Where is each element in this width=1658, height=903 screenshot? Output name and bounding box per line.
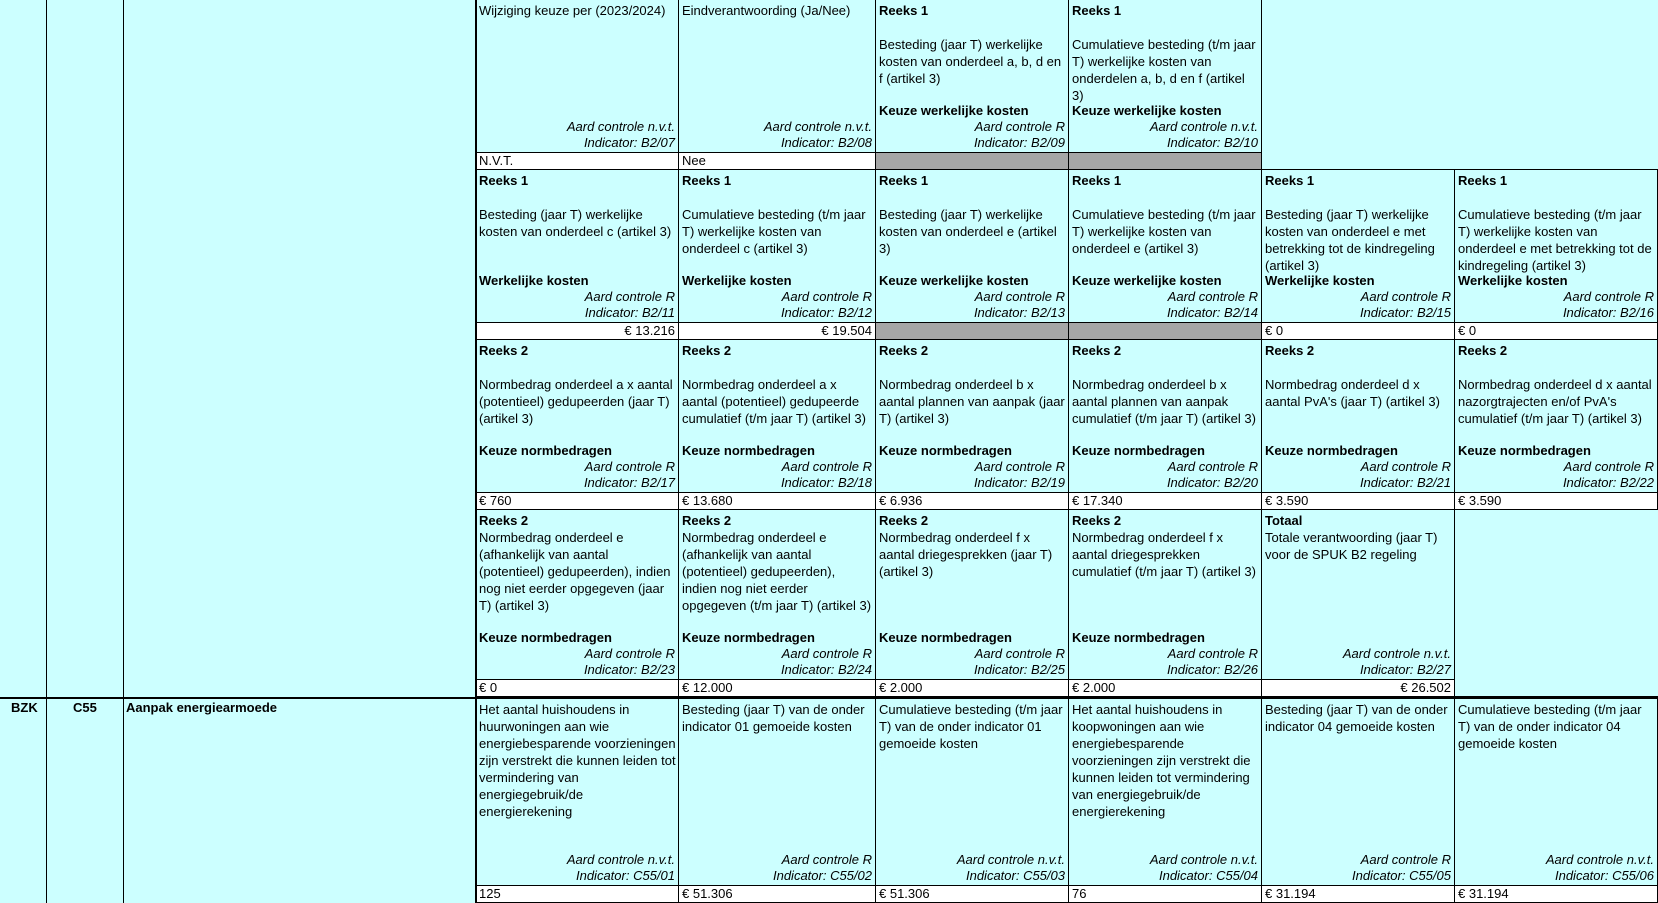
indicator-cell <box>679 0 876 153</box>
value-input-cell[interactable]: € 3.590 <box>1455 493 1658 510</box>
indicator-code: Indicator: B2/08 <box>780 135 872 150</box>
control-type-label: Aard controle R <box>974 646 1065 661</box>
value-input-cell[interactable]: € 6.936 <box>876 493 1069 510</box>
indicator-cell <box>1455 340 1658 493</box>
control-type-label: Aard controle n.v.t. <box>566 119 675 134</box>
series-label: Reeks 1 <box>1458 173 1508 188</box>
indicator-cell <box>876 0 1069 153</box>
indicator-description: Normbedrag onderdeel a x aantal (potentieel) gedupeerden (jaar T) (artikel 3) <box>479 377 673 426</box>
value-input-cell[interactable]: € 0 <box>1262 323 1455 340</box>
value-input-cell[interactable]: € 2.000 <box>876 680 1069 697</box>
indicator-cell <box>1262 170 1455 323</box>
series-label: Reeks 2 <box>479 343 529 358</box>
indicator-cell <box>679 699 876 886</box>
indicator-code: Indicator: B2/27 <box>1359 662 1451 677</box>
indicator-code: Indicator: B2/18 <box>780 475 872 490</box>
choice-label: Keuze normbedragen <box>682 443 815 458</box>
indicator-cell <box>476 699 679 886</box>
value-input-cell[interactable]: € 0 <box>1455 323 1658 340</box>
indicator-description: Besteding (jaar T) werkelijke kosten van onderdeel e met betrekking tot de kindregeling (artikel 3) <box>1265 207 1435 273</box>
series-label: Reeks 2 <box>1265 343 1315 358</box>
spacer <box>1458 359 1655 376</box>
indicator-cell <box>1069 170 1262 323</box>
control-type-label: Aard controle n.v.t. <box>956 852 1065 867</box>
series-label: Reeks 2 <box>1458 343 1508 358</box>
spacer <box>479 189 676 206</box>
indicator-description: Normbedrag onderdeel b x aantal plannen van aanpak cumulatief (t/m jaar T) (artikel 3) <box>1072 377 1256 426</box>
indicator-code: Indicator: B2/09 <box>973 135 1065 150</box>
series-label: Reeks 1 <box>682 173 732 188</box>
spacer <box>1265 189 1452 206</box>
value-input-cell[interactable]: € 13.216 <box>476 323 679 340</box>
series-label: Reeks 2 <box>1072 343 1122 358</box>
indicator-code: Indicator: B2/24 <box>780 662 872 677</box>
series-label: Reeks 2 <box>879 513 929 528</box>
choice-label: Keuze werkelijke kosten <box>879 273 1029 288</box>
indicator-description: Besteding (jaar T) werkelijke kosten van onderdeel a, b, d en f (artikel 3) <box>879 37 1062 86</box>
indicator-code: Indicator: B2/19 <box>973 475 1065 490</box>
indicator-code: Indicator: B2/20 <box>1166 475 1258 490</box>
value-input-cell[interactable]: € 26.502 <box>1262 680 1455 697</box>
control-type-label: Aard controle R <box>974 289 1065 304</box>
indicator-cell <box>876 340 1069 493</box>
indicator-cell <box>679 340 876 493</box>
indicator-code: Indicator: B2/13 <box>973 305 1065 320</box>
choice-label: Keuze normbedragen <box>1072 443 1205 458</box>
spacer <box>1072 19 1259 36</box>
control-type-label: Aard controle R <box>974 119 1065 134</box>
gridline <box>46 0 47 903</box>
indicator-cell <box>1455 170 1658 323</box>
indicator-code: Indicator: C55/02 <box>772 868 872 883</box>
value-input-cell[interactable]: € 31.194 <box>1262 886 1455 903</box>
spacer <box>879 359 1066 376</box>
value-input-cell[interactable]: € 2.000 <box>1069 680 1262 697</box>
spacer <box>1072 359 1259 376</box>
value-input-cell[interactable] <box>876 323 1069 340</box>
choice-label: Keuze normbedragen <box>879 630 1012 645</box>
choice-label: Keuze normbedragen <box>1265 443 1398 458</box>
indicator-description: Besteding (jaar T) werkelijke kosten van onderdeel c (artikel 3) <box>479 207 672 239</box>
indicator-description: Besteding (jaar T) van de onder indicator 01 gemoeide kosten <box>682 702 865 734</box>
choice-label: Keuze werkelijke kosten <box>1072 103 1222 118</box>
indicator-description: Normbedrag onderdeel f x aantal driegesprekken cumulatief (t/m jaar T) (artikel 3) <box>1072 530 1256 579</box>
gridline <box>476 696 1658 697</box>
value-input-cell[interactable]: € 17.340 <box>1069 493 1262 510</box>
indicator-description: Wijziging keuze per (2023/2024) <box>479 3 666 18</box>
indicator-code: Indicator: B2/12 <box>780 305 872 320</box>
indicator-code: Indicator: B2/22 <box>1562 475 1654 490</box>
ministry-cell: BZK <box>11 700 38 715</box>
control-type-label: Aard controle R <box>781 852 872 867</box>
value-input-cell[interactable]: N.V.T. <box>476 153 679 170</box>
indicator-code: Indicator: C55/01 <box>575 868 675 883</box>
indicator-code: Indicator: C55/05 <box>1351 868 1451 883</box>
spacer <box>1458 189 1655 206</box>
regeling-name: Aanpak energiearmoede <box>126 700 278 715</box>
series-label: Reeks 1 <box>879 3 929 18</box>
value-input-cell[interactable]: € 51.306 <box>876 886 1069 903</box>
indicator-description: Besteding (jaar T) werkelijke kosten van onderdeel e (artikel 3) <box>879 207 1057 256</box>
choice-label: Keuze normbedragen <box>1072 630 1205 645</box>
indicator-code: Indicator: B2/16 <box>1562 305 1654 320</box>
indicator-description: Het aantal huishoudens in huurwoningen aan wie energiebesparende voorzieningen zijn verstrekt die kunnen leiden tot vermindering van energiegebruik/de energierekening <box>479 702 676 819</box>
indicator-code: Indicator: B2/10 <box>1166 135 1258 150</box>
control-type-label: Aard controle R <box>1167 459 1258 474</box>
indicator-cell <box>876 699 1069 886</box>
indicator-code: Indicator: B2/17 <box>583 475 675 490</box>
value-input-cell[interactable]: € 0 <box>476 680 679 697</box>
indicator-code: Indicator: B2/07 <box>583 135 675 150</box>
choice-label: Keuze werkelijke kosten <box>879 103 1029 118</box>
control-type-label: Aard controle n.v.t. <box>1149 852 1258 867</box>
choice-label: Werkelijke kosten <box>682 273 792 288</box>
choice-label: Keuze normbedragen <box>879 443 1012 458</box>
choice-label: Werkelijke kosten <box>1458 273 1568 288</box>
indicator-description: Normbedrag onderdeel a x aantal (potentieel) gedupeerde cumulatief (t/m jaar T) (artikel 3) <box>682 377 866 426</box>
indicator-code: Indicator: B2/26 <box>1166 662 1258 677</box>
control-type-label: Aard controle R <box>781 289 872 304</box>
indicator-cell <box>876 170 1069 323</box>
control-type-label: Aard controle R <box>584 646 675 661</box>
gridline <box>123 0 124 903</box>
series-label: Reeks 1 <box>879 173 929 188</box>
indicator-description: Cumulatieve besteding (t/m jaar T) werkelijke kosten van onderdeel e met betrekking tot de kindregeling (artikel 3) <box>1458 207 1652 273</box>
series-label: Reeks 1 <box>1072 3 1122 18</box>
series-label: Reeks 1 <box>1265 173 1315 188</box>
indicator-cell <box>476 510 679 680</box>
series-label: Reeks 2 <box>1072 513 1122 528</box>
indicator-cell <box>476 0 679 153</box>
indicator-description: Cumulatieve besteding (t/m jaar T) werkelijke kosten van onderdelen a, b, d en f (artikel 3) <box>1072 37 1256 103</box>
control-type-label: Aard controle R <box>974 459 1065 474</box>
indicator-cell <box>1262 699 1455 886</box>
choice-label: Werkelijke kosten <box>479 273 589 288</box>
choice-label: Keuze normbedragen <box>479 443 612 458</box>
control-type-label: Aard controle R <box>781 459 872 474</box>
choice-label: Werkelijke kosten <box>1265 273 1375 288</box>
value-input-cell[interactable] <box>1069 153 1262 170</box>
control-type-label: Aard controle n.v.t. <box>763 119 872 134</box>
gridline <box>476 885 1658 886</box>
value-input-cell[interactable]: € 31.194 <box>1455 886 1658 903</box>
spacer <box>879 189 1066 206</box>
control-type-label: Aard controle R <box>1563 459 1654 474</box>
control-type-label: Aard controle n.v.t. <box>1342 646 1451 661</box>
indicator-cell <box>679 510 876 680</box>
choice-label: Keuze normbedragen <box>479 630 612 645</box>
control-type-label: Aard controle R <box>1360 289 1451 304</box>
indicator-code: Indicator: B2/14 <box>1166 305 1258 320</box>
indicator-cell <box>1069 699 1262 886</box>
indicator-cell <box>1069 340 1262 493</box>
value-input-cell[interactable]: 125 <box>476 886 679 903</box>
gridline <box>476 322 1658 323</box>
choice-label: Keuze normbedragen <box>1458 443 1591 458</box>
spacer <box>682 359 873 376</box>
indicator-cell <box>1069 510 1262 680</box>
indicator-cell <box>876 510 1069 680</box>
value-input-cell[interactable]: € 51.306 <box>679 886 876 903</box>
gridline <box>476 492 1658 493</box>
indicator-description: Eindverantwoording (Ja/Nee) <box>682 3 851 18</box>
control-type-label: Aard controle R <box>1563 289 1654 304</box>
series-label: Reeks 2 <box>682 513 732 528</box>
value-input-cell[interactable]: € 3.590 <box>1262 493 1455 510</box>
choice-label: Keuze werkelijke kosten <box>1072 273 1222 288</box>
indicator-description: Cumulatieve besteding (t/m jaar T) werkelijke kosten van onderdeel e (artikel 3) <box>1072 207 1256 256</box>
indicator-description: Normbedrag onderdeel d x aantal nazorgtrajecten en/of PvA's cumulatief (t/m jaar T) (artikel 3) <box>1458 377 1652 426</box>
gridline <box>476 152 1262 153</box>
control-type-label: Aard controle R <box>1167 289 1258 304</box>
indicator-description: Cumulatieve besteding (t/m jaar T) van de onder indicator 04 gemoeide kosten <box>1458 702 1642 751</box>
regeling-code: C55 <box>73 700 97 715</box>
indicator-code: Indicator: B2/25 <box>973 662 1065 677</box>
value-input-cell[interactable] <box>1069 323 1262 340</box>
series-label: Totaal <box>1265 513 1303 528</box>
control-type-label: Aard controle n.v.t. <box>1149 119 1258 134</box>
value-input-cell[interactable]: 76 <box>1069 886 1262 903</box>
series-label: Reeks 1 <box>479 173 529 188</box>
series-label: Reeks 2 <box>479 513 529 528</box>
indicator-code: Indicator: C55/06 <box>1554 868 1654 883</box>
indicator-code: Indicator: C55/03 <box>965 868 1065 883</box>
series-label: Reeks 2 <box>682 343 732 358</box>
indicator-code: Indicator: B2/23 <box>583 662 675 677</box>
indicator-cell <box>1455 699 1658 886</box>
control-type-label: Aard controle R <box>584 459 675 474</box>
indicator-description: Normbedrag onderdeel b x aantal plannen van aanpak (jaar T) (artikel 3) <box>879 377 1065 426</box>
indicator-code: Indicator: C55/04 <box>1158 868 1258 883</box>
indicator-code: Indicator: B2/21 <box>1359 475 1451 490</box>
indicator-cell <box>1069 0 1262 153</box>
indicator-cell <box>1262 340 1455 493</box>
indicator-code: Indicator: B2/11 <box>584 305 675 320</box>
indicator-cell <box>1262 510 1455 680</box>
indicator-cell <box>476 340 679 493</box>
spacer <box>1072 189 1259 206</box>
control-type-label: Aard controle R <box>1167 646 1258 661</box>
indicator-description: Cumulatieve besteding (t/m jaar T) van de onder indicator 01 gemoeide kosten <box>879 702 1063 751</box>
indicator-description: Totale verantwoording (jaar T) voor de SPUK B2 regeling <box>1265 530 1438 562</box>
control-type-label: Aard controle R <box>781 646 872 661</box>
control-type-label: Aard controle R <box>1360 852 1451 867</box>
gridline <box>476 679 1455 680</box>
spacer <box>879 19 1066 36</box>
value-input-cell[interactable]: € 12.000 <box>679 680 876 697</box>
control-type-label: Aard controle R <box>584 289 675 304</box>
gridline <box>476 0 477 903</box>
indicator-cell <box>679 170 876 323</box>
control-type-label: Aard controle R <box>1360 459 1451 474</box>
indicator-description: Het aantal huishoudens in koopwoningen aan wie energiebesparende voorzieningen zijn verstrekt die kunnen leiden tot vermindering van energiegebruik/de energierekening <box>1072 702 1251 819</box>
series-label: Reeks 1 <box>1072 173 1122 188</box>
value-input-cell[interactable] <box>876 153 1069 170</box>
spacer <box>1265 359 1452 376</box>
value-input-cell[interactable]: € 19.504 <box>679 323 876 340</box>
left-columns-bg <box>0 0 476 903</box>
control-type-label: Aard controle n.v.t. <box>1545 852 1654 867</box>
value-input-cell[interactable]: € 13.680 <box>679 493 876 510</box>
indicator-description: Normbedrag onderdeel e (afhankelijk van aantal (potentieel) gedupeerden), indien nog niet eerder opgegeven (t/m jaar T) (artikel 3) <box>682 530 872 613</box>
indicator-cell <box>476 170 679 323</box>
value-input-cell[interactable]: € 760 <box>476 493 679 510</box>
indicator-code: Indicator: B2/15 <box>1359 305 1451 320</box>
value-input-cell[interactable]: Nee <box>679 153 876 170</box>
indicator-description: Besteding (jaar T) van de onder indicator 04 gemoeide kosten <box>1265 702 1448 734</box>
spacer <box>479 359 676 376</box>
spacer <box>682 189 873 206</box>
control-type-label: Aard controle n.v.t. <box>566 852 675 867</box>
indicator-description: Normbedrag onderdeel e (afhankelijk van aantal (potentieel) gedupeerden), indien nog niet eerder opgegeven (jaar T) (artikel 3) <box>479 530 671 613</box>
indicator-description: Cumulatieve besteding (t/m jaar T) werkelijke kosten van onderdeel c (artikel 3) <box>682 207 866 256</box>
series-label: Reeks 2 <box>879 343 929 358</box>
indicator-description: Normbedrag onderdeel d x aantal PvA's (jaar T) (artikel 3) <box>1265 377 1440 409</box>
indicator-description: Normbedrag onderdeel f x aantal driegesprekken (jaar T) (artikel 3) <box>879 530 1053 579</box>
choice-label: Keuze normbedragen <box>682 630 815 645</box>
